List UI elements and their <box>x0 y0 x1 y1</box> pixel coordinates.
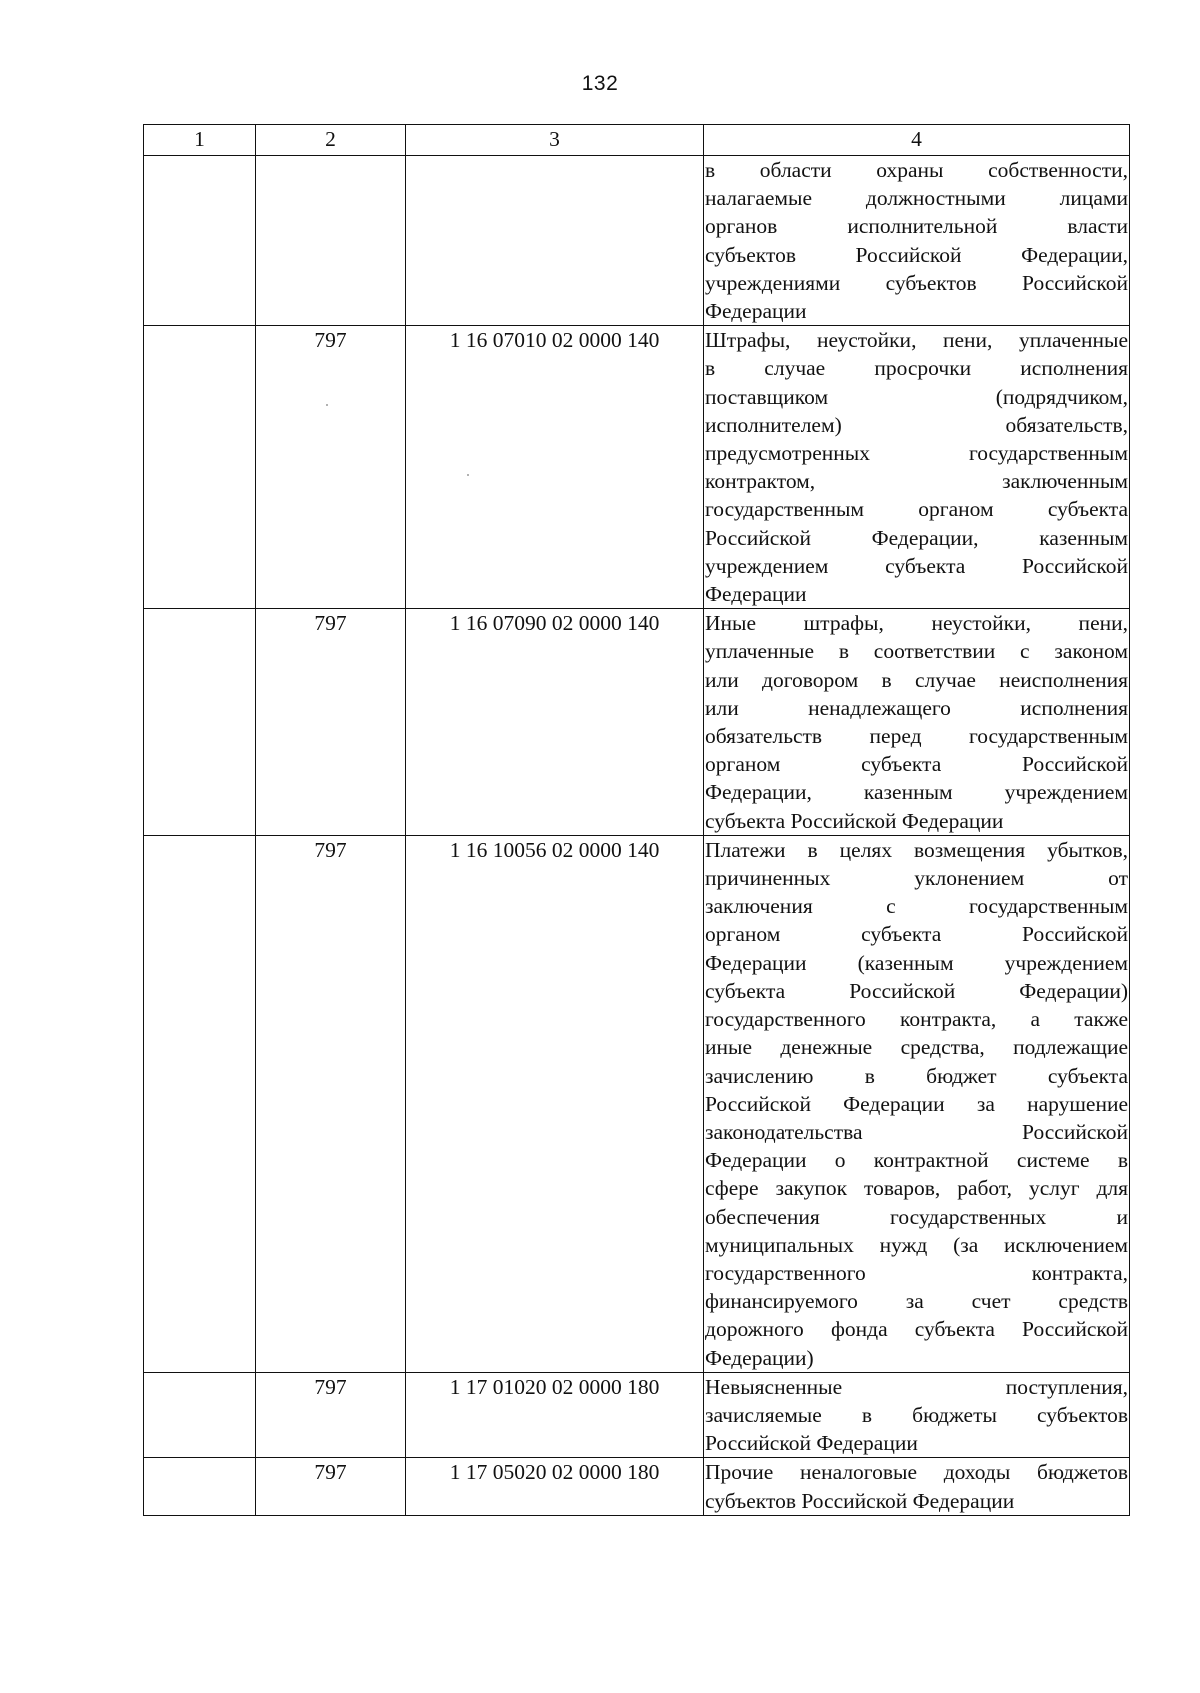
budget-code-cell <box>406 156 704 326</box>
description-line: органом субъекта Российской <box>705 922 1128 947</box>
description-text <box>704 1458 1129 1514</box>
description-line: субъекта Российской Федерации <box>705 808 1004 833</box>
table-row <box>144 156 1130 326</box>
description-line: субъектов Российской Федерации <box>705 1488 1015 1513</box>
description-line: иные денежные средства, подлежащие <box>705 1035 1128 1060</box>
header-cell-2: 2 <box>256 125 406 156</box>
description-line: субъекта Российской Федерации) <box>705 978 1128 1003</box>
description-line: обеспечения государственных и <box>705 1204 1128 1229</box>
description-line: Российской Федерации <box>705 1431 918 1456</box>
description-cell <box>704 1458 1130 1515</box>
description-line: Федерации <box>705 299 807 324</box>
admin-code-cell: 797 <box>256 326 406 609</box>
description-text <box>704 1373 1129 1458</box>
description-line: зачисляемые в бюджеты субъектов <box>705 1402 1128 1427</box>
description-cell <box>704 326 1130 609</box>
description-line: причиненных уклонением от <box>705 866 1128 891</box>
admin-code-cell: 797 <box>256 1458 406 1515</box>
description-cell <box>704 1372 1130 1458</box>
table-row <box>144 1372 1130 1458</box>
description-line: уплаченные в соответствии с законом <box>705 639 1128 664</box>
admin-code-cell <box>256 156 406 326</box>
row-number-cell <box>144 835 256 1372</box>
budget-code-cell: 1 17 01020 02 0000 180 <box>406 1372 704 1458</box>
description-line: органом субъекта Российской <box>705 752 1128 777</box>
description-line: законодательства Российской <box>705 1119 1128 1144</box>
header-cell-3: 3 <box>406 125 704 156</box>
budget-code-cell: 1 16 07010 02 0000 140 <box>406 326 704 609</box>
description-line: налагаемые должностными лицами <box>705 186 1128 211</box>
description-line: учреждениями субъектов Российской <box>705 270 1128 295</box>
description-line: Российской Федерации, казенным <box>705 525 1128 550</box>
budget-code-cell: 1 17 05020 02 0000 180 <box>406 1458 704 1515</box>
description-line: поставщиком (подрядчиком, <box>705 384 1128 409</box>
description-cell <box>704 609 1130 836</box>
description-line: Федерации, казенным учреждением <box>705 780 1128 805</box>
description-line: муниципальных нужд (за исключением <box>705 1232 1128 1257</box>
description-line: Федерации о контрактной системе в <box>705 1148 1128 1173</box>
header-cell-4: 4 <box>704 125 1130 156</box>
description-line: субъектов Российской Федерации, <box>705 242 1128 267</box>
table-header-row <box>144 125 1130 156</box>
budget-code-cell: 1 16 10056 02 0000 140 <box>406 835 704 1372</box>
description-line: финансируемого за счет средств <box>705 1289 1128 1314</box>
description-line: учреждением субъекта Российской <box>705 553 1128 578</box>
table-row <box>144 609 1130 836</box>
scan-speck <box>326 404 328 406</box>
description-line: государственного контракта, <box>705 1260 1128 1285</box>
description-text <box>704 836 1129 1372</box>
table-row <box>144 835 1130 1372</box>
description-line: Федерации) <box>705 1345 814 1370</box>
description-line: предусмотренных государственным <box>705 441 1128 466</box>
description-line: Иные штрафы, неустойки, пени, <box>705 611 1128 636</box>
description-line: исполнителем) обязательств, <box>705 412 1128 437</box>
description-line: Штрафы, неустойки, пени, уплаченные <box>705 328 1128 353</box>
row-number-cell <box>144 609 256 836</box>
table-row <box>144 326 1130 609</box>
description-line: заключения с государственным <box>705 894 1128 919</box>
page-number: 132 <box>581 72 619 95</box>
row-number-cell <box>144 156 256 326</box>
description-text <box>704 609 1129 835</box>
description-line: обязательств перед государственным <box>705 724 1128 749</box>
description-text <box>704 156 1129 325</box>
description-line: органов исполнительной власти <box>705 214 1128 239</box>
admin-code-cell: 797 <box>256 1372 406 1458</box>
description-line: Невыясненные поступления, <box>705 1374 1128 1399</box>
description-line: Федерации (казенным учреждением <box>705 950 1128 975</box>
description-line: государственным органом субъекта <box>705 497 1128 522</box>
description-line: Платежи в целях возмещения убытков, <box>705 837 1128 862</box>
description-line: в случае просрочки исполнения <box>705 356 1128 381</box>
description-line: контрактом, заключенным <box>705 469 1128 494</box>
description-line: Федерации <box>705 582 807 607</box>
description-line: Прочие неналоговые доходы бюджетов <box>705 1460 1128 1485</box>
header-cell-1: 1 <box>144 125 256 156</box>
row-number-cell <box>144 1458 256 1515</box>
description-line: или договором в случае неисполнения <box>705 667 1128 692</box>
row-number-cell <box>144 1372 256 1458</box>
description-line: сфере закупок товаров, работ, услуг для <box>705 1176 1128 1201</box>
row-number-cell <box>144 326 256 609</box>
description-line: зачислению в бюджет субъекта <box>705 1063 1128 1088</box>
budget-revenue-table <box>143 124 1130 1516</box>
description-line: дорожного фонда субъекта Российской <box>705 1317 1128 1342</box>
description-cell <box>704 835 1130 1372</box>
description-text <box>704 326 1129 608</box>
description-line: в области охраны собственности, <box>705 158 1128 182</box>
admin-code-cell: 797 <box>256 609 406 836</box>
description-line: или ненадлежащего исполнения <box>705 695 1128 720</box>
table-row <box>144 1458 1130 1515</box>
description-cell <box>704 156 1130 326</box>
description-line: государственного контракта, а также <box>705 1007 1128 1032</box>
admin-code-cell: 797 <box>256 835 406 1372</box>
budget-code-cell: 1 16 07090 02 0000 140 <box>406 609 704 836</box>
scan-speck <box>467 474 469 476</box>
description-line: Российской Федерации за нарушение <box>705 1091 1128 1116</box>
